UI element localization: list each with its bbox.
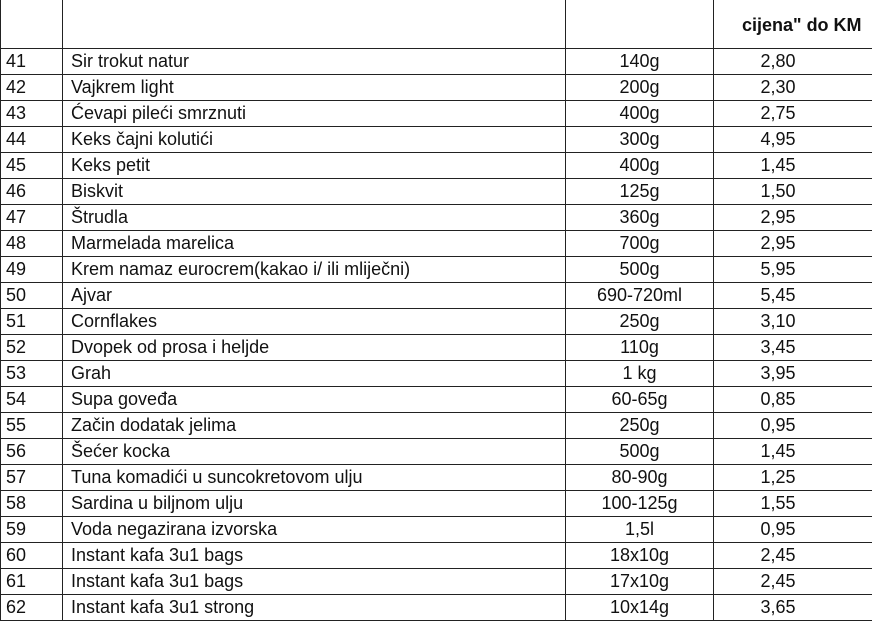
product-name-cell: Začin dodatak jelima: [63, 413, 566, 439]
table-body: [1, 49, 872, 621]
product-name-cell: Štrudla: [63, 205, 566, 231]
row-number-cell: 48: [1, 231, 63, 257]
row-number-cell: 46: [1, 179, 63, 205]
table-row: [1, 387, 872, 413]
header-quantity-cell: [566, 0, 714, 49]
product-name-cell: Dvopek od prosa i heljde: [63, 335, 566, 361]
quantity-cell: 10x14g: [566, 595, 714, 621]
quantity-cell: 110g: [566, 335, 714, 361]
price-cell: 2,95: [714, 205, 872, 231]
row-number-cell: 44: [1, 127, 63, 153]
quantity-cell: 500g: [566, 439, 714, 465]
table-row: [1, 517, 872, 543]
quantity-cell: 1,5l: [566, 517, 714, 543]
price-cell: 3,45: [714, 335, 872, 361]
table-row: [1, 153, 872, 179]
product-name-cell: Šećer kocka: [63, 439, 566, 465]
product-name-cell: Cornflakes: [63, 309, 566, 335]
product-name-cell: Vajkrem light: [63, 75, 566, 101]
quantity-cell: 60-65g: [566, 387, 714, 413]
price-cell: 4,95: [714, 127, 872, 153]
product-name-cell: Voda negazirana izvorska: [63, 517, 566, 543]
price-cell: 3,95: [714, 361, 872, 387]
row-number-cell: 54: [1, 387, 63, 413]
row-number-cell: 52: [1, 335, 63, 361]
row-number-cell: 47: [1, 205, 63, 231]
price-cell: 2,80: [714, 49, 872, 75]
row-number-cell: 55: [1, 413, 63, 439]
table-row: [1, 413, 872, 439]
header-name-cell: [63, 0, 566, 49]
price-cell: 0,85: [714, 387, 872, 413]
table-row: [1, 335, 872, 361]
table-row: [1, 309, 872, 335]
product-name-cell: Instant kafa 3u1 bags: [63, 543, 566, 569]
table-row: [1, 439, 872, 465]
product-name-cell: Krem namaz eurocrem(kakao i/ ili mliječni): [63, 257, 566, 283]
table-row: [1, 179, 872, 205]
product-name-cell: Sardina u biljnom ulju: [63, 491, 566, 517]
price-cell: 2,45: [714, 569, 872, 595]
row-number-cell: 51: [1, 309, 63, 335]
product-name-cell: Keks čajni kolutići: [63, 127, 566, 153]
row-number-cell: 42: [1, 75, 63, 101]
table-row: [1, 543, 872, 569]
table-row: [1, 101, 872, 127]
price-cell: 2,45: [714, 543, 872, 569]
row-number-cell: 43: [1, 101, 63, 127]
price-cell: 1,55: [714, 491, 872, 517]
row-number-cell: 45: [1, 153, 63, 179]
row-number-cell: 58: [1, 491, 63, 517]
product-name-cell: Sir trokut natur: [63, 49, 566, 75]
price-cell: 3,65: [714, 595, 872, 621]
product-name-cell: Marmelada marelica: [63, 231, 566, 257]
price-cell: 2,95: [714, 231, 872, 257]
table-row: [1, 75, 872, 101]
quantity-cell: 80-90g: [566, 465, 714, 491]
quantity-cell: 690-720ml: [566, 283, 714, 309]
row-number-cell: 57: [1, 465, 63, 491]
table-row: [1, 283, 872, 309]
row-number-cell: 41: [1, 49, 63, 75]
price-cell: 1,45: [714, 439, 872, 465]
table-row: [1, 231, 872, 257]
product-name-cell: Grah: [63, 361, 566, 387]
quantity-cell: 400g: [566, 101, 714, 127]
price-cell: 1,50: [714, 179, 872, 205]
table-header-row: [1, 0, 872, 49]
row-number-cell: 60: [1, 543, 63, 569]
price-cell: 2,75: [714, 101, 872, 127]
row-number-cell: 59: [1, 517, 63, 543]
row-number-cell: 53: [1, 361, 63, 387]
quantity-cell: 360g: [566, 205, 714, 231]
quantity-cell: 140g: [566, 49, 714, 75]
table-row: [1, 257, 872, 283]
table-row: [1, 205, 872, 231]
quantity-cell: 250g: [566, 309, 714, 335]
price-cell: 1,45: [714, 153, 872, 179]
table-row: [1, 491, 872, 517]
table-row: [1, 49, 872, 75]
product-name-cell: Instant kafa 3u1 bags: [63, 569, 566, 595]
product-name-cell: Ćevapi pileći smrznuti: [63, 101, 566, 127]
quantity-cell: 300g: [566, 127, 714, 153]
quantity-cell: 18x10g: [566, 543, 714, 569]
row-number-cell: 56: [1, 439, 63, 465]
product-name-cell: Biskvit: [63, 179, 566, 205]
price-cell: 0,95: [714, 517, 872, 543]
row-number-cell: 49: [1, 257, 63, 283]
price-cell: 5,45: [714, 283, 872, 309]
quantity-cell: 1 kg: [566, 361, 714, 387]
price-cell: 0,95: [714, 413, 872, 439]
table-row: [1, 127, 872, 153]
price-cell: 5,95: [714, 257, 872, 283]
row-number-cell: 50: [1, 283, 63, 309]
table-row: [1, 595, 872, 621]
quantity-cell: 700g: [566, 231, 714, 257]
quantity-cell: 500g: [566, 257, 714, 283]
quantity-cell: 200g: [566, 75, 714, 101]
price-cell: 1,25: [714, 465, 872, 491]
price-cell: 2,30: [714, 75, 872, 101]
product-name-cell: Keks petit: [63, 153, 566, 179]
product-name-cell: Tuna komadići u suncokretovom ulju: [63, 465, 566, 491]
quantity-cell: 100-125g: [566, 491, 714, 517]
quantity-cell: 250g: [566, 413, 714, 439]
header-price-cell: cijena" do KM: [714, 0, 872, 49]
table-row: [1, 361, 872, 387]
table-row: [1, 465, 872, 491]
price-cell: 3,10: [714, 309, 872, 335]
row-number-cell: 61: [1, 569, 63, 595]
quantity-cell: 400g: [566, 153, 714, 179]
product-name-cell: Ajvar: [63, 283, 566, 309]
quantity-cell: 17x10g: [566, 569, 714, 595]
table-row: [1, 569, 872, 595]
product-name-cell: Instant kafa 3u1 strong: [63, 595, 566, 621]
header-number-cell: [1, 0, 63, 49]
quantity-cell: 125g: [566, 179, 714, 205]
product-name-cell: Supa goveđa: [63, 387, 566, 413]
row-number-cell: 62: [1, 595, 63, 621]
